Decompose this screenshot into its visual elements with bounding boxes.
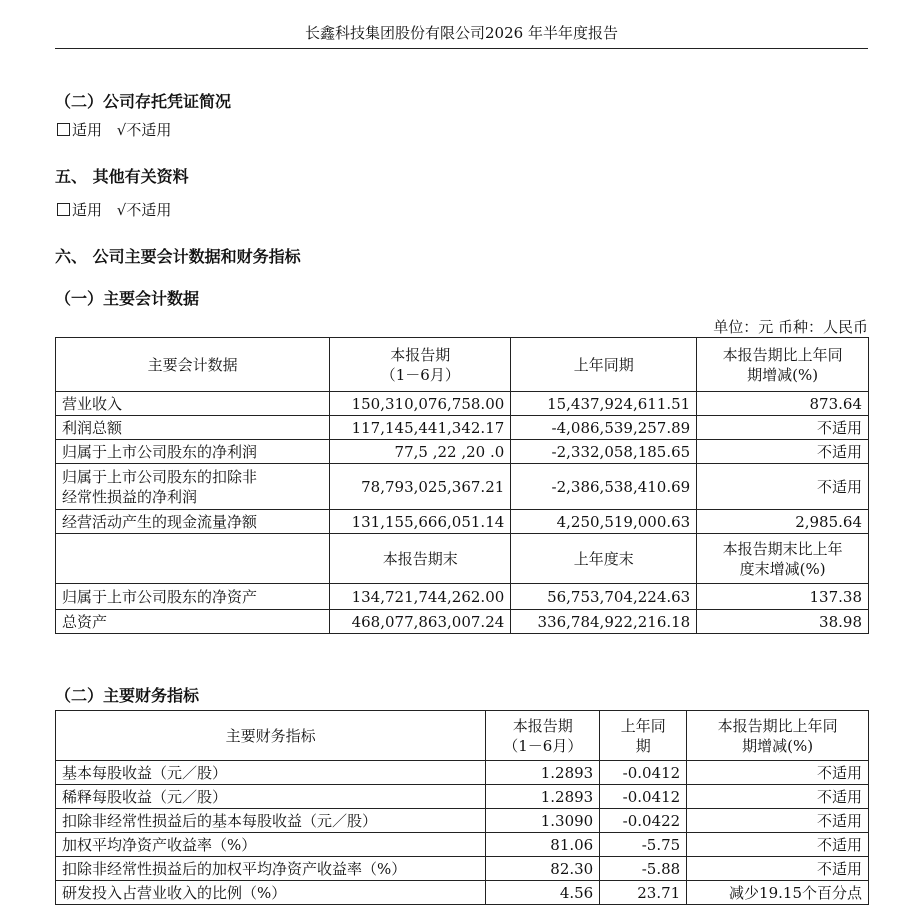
row-label: 加权平均净资产收益率（%） xyxy=(56,833,486,857)
cell-prior: 15,437,924,611.51 xyxy=(511,392,697,416)
section-financial-heading: （二）主要财务指标 xyxy=(55,686,200,705)
cell-current: 150,310,076,758.00 xyxy=(330,392,511,416)
cell-prior: 56,753,704,224.63 xyxy=(511,584,697,610)
cell-prior: -5.75 xyxy=(600,833,687,857)
cell-prior: -5.88 xyxy=(600,857,687,881)
header-cell: 本报告期 （1－6月） xyxy=(330,338,511,392)
cell-prior: -2,386,538,410.69 xyxy=(511,464,697,510)
cell-change: 2,985.64 xyxy=(697,510,869,534)
cell-prior: 336,784,922,216.18 xyxy=(511,610,697,634)
cell-current: 82.30 xyxy=(486,857,600,881)
cell-current: 117,145,441,342.17 xyxy=(330,416,511,440)
cell-current: 134,721,744,262.00 xyxy=(330,584,511,610)
unit-note: 单位：元 币种：人民币 xyxy=(713,318,868,336)
header-cell: 本报告期末比上年 度末增减(%) xyxy=(697,534,869,584)
cell-current: 78,793,025,367.21 xyxy=(330,464,511,510)
accounting-data-table xyxy=(55,337,869,634)
cell-prior: -0.0422 xyxy=(600,809,687,833)
applicable-label: 适用 xyxy=(72,121,103,139)
table-header-row xyxy=(56,338,869,392)
depositary-options xyxy=(57,119,171,140)
cell-change: 不适用 xyxy=(687,809,869,833)
section-five-options xyxy=(57,199,171,220)
empty-checkbox-icon xyxy=(57,123,70,136)
cell-change: 38.98 xyxy=(697,610,869,634)
header-cell: 本报告期 （1－6月） xyxy=(486,711,600,761)
row-label: 归属于上市公司股东的净资产 xyxy=(56,584,330,610)
cell-change: 不适用 xyxy=(697,464,869,510)
cell-current: 77,5 ,22 ,20 .0 xyxy=(330,440,511,464)
table-row xyxy=(56,510,869,534)
cell-change: 不适用 xyxy=(687,857,869,881)
section-accounting-heading: （一）主要会计数据 xyxy=(55,289,200,308)
cell-change: 873.64 xyxy=(697,392,869,416)
header-cell: 本报告期比上年同 期增减(%) xyxy=(687,711,869,761)
header-cell xyxy=(56,534,330,584)
table-row xyxy=(56,809,869,833)
section-five-heading: 五、 其他有关资料 xyxy=(55,167,189,186)
header-cell: 上年同 期 xyxy=(600,711,687,761)
row-label: 总资产 xyxy=(56,610,330,634)
row-label: 研发投入占营业收入的比例（%） xyxy=(56,881,486,905)
table-row xyxy=(56,857,869,881)
cell-current: 131,155,666,051.14 xyxy=(330,510,511,534)
cell-current: 1.3090 xyxy=(486,809,600,833)
row-label: 营业收入 xyxy=(56,392,330,416)
table-row xyxy=(56,464,869,510)
row-label: 经营活动产生的现金流量净额 xyxy=(56,510,330,534)
section-depositary-heading: （二）公司存托凭证简况 xyxy=(55,92,232,111)
table-row xyxy=(56,785,869,809)
cell-change: 不适用 xyxy=(687,785,869,809)
table-row xyxy=(56,881,869,905)
table-row xyxy=(56,440,869,464)
header-cell: 上年度末 xyxy=(511,534,697,584)
row-label: 基本每股收益（元／股） xyxy=(56,761,486,785)
table-subheader-row xyxy=(56,534,869,584)
cell-change: 减少19.15个百分点 xyxy=(687,881,869,905)
table-row xyxy=(56,416,869,440)
cell-current: 4.56 xyxy=(486,881,600,905)
empty-checkbox-icon xyxy=(57,203,70,216)
cell-current: 81.06 xyxy=(486,833,600,857)
cell-prior: -2,332,058,185.65 xyxy=(511,440,697,464)
row-label: 扣除非经常性损益后的基本每股收益（元／股） xyxy=(56,809,486,833)
row-label: 稀释每股收益（元／股） xyxy=(56,785,486,809)
not-applicable-label: √不适用 xyxy=(116,121,172,139)
table-row xyxy=(56,833,869,857)
cell-current: 468,077,863,007.24 xyxy=(330,610,511,634)
header-cell: 本报告期末 xyxy=(330,534,511,584)
header-cell: 上年同期 xyxy=(511,338,697,392)
cell-prior: 4,250,519,000.63 xyxy=(511,510,697,534)
cell-change: 不适用 xyxy=(697,416,869,440)
section-six-heading: 六、 公司主要会计数据和财务指标 xyxy=(55,247,301,266)
table-row xyxy=(56,610,869,634)
row-label: 扣除非经常性损益后的加权平均净资产收益率（%） xyxy=(56,857,486,881)
financial-indicators-table xyxy=(55,710,869,905)
row-label: 归属于上市公司股东的净利润 xyxy=(56,440,330,464)
cell-change: 不适用 xyxy=(697,440,869,464)
row-label: 利润总额 xyxy=(56,416,330,440)
table-row xyxy=(56,392,869,416)
header-cell: 本报告期比上年同 期增减(%) xyxy=(697,338,869,392)
cell-prior: -4,086,539,257.89 xyxy=(511,416,697,440)
cell-current: 1.2893 xyxy=(486,785,600,809)
header-cell: 主要会计数据 xyxy=(56,338,330,392)
header-cell: 主要财务指标 xyxy=(56,711,486,761)
cell-change: 137.38 xyxy=(697,584,869,610)
cell-change: 不适用 xyxy=(687,833,869,857)
table-header-row xyxy=(56,711,869,761)
row-label: 归属于上市公司股东的扣除非 经常性损益的净利润 xyxy=(56,464,330,510)
table-row xyxy=(56,761,869,785)
cell-prior: -0.0412 xyxy=(600,761,687,785)
cell-current: 1.2893 xyxy=(486,761,600,785)
cell-prior: -0.0412 xyxy=(600,785,687,809)
table-row xyxy=(56,584,869,610)
cell-prior: 23.71 xyxy=(600,881,687,905)
not-applicable-label: √不适用 xyxy=(116,201,172,219)
page-header: 长鑫科技集团股份有限公司2026 年半年度报告 xyxy=(55,22,868,49)
cell-change: 不适用 xyxy=(687,761,869,785)
applicable-label: 适用 xyxy=(72,201,103,219)
